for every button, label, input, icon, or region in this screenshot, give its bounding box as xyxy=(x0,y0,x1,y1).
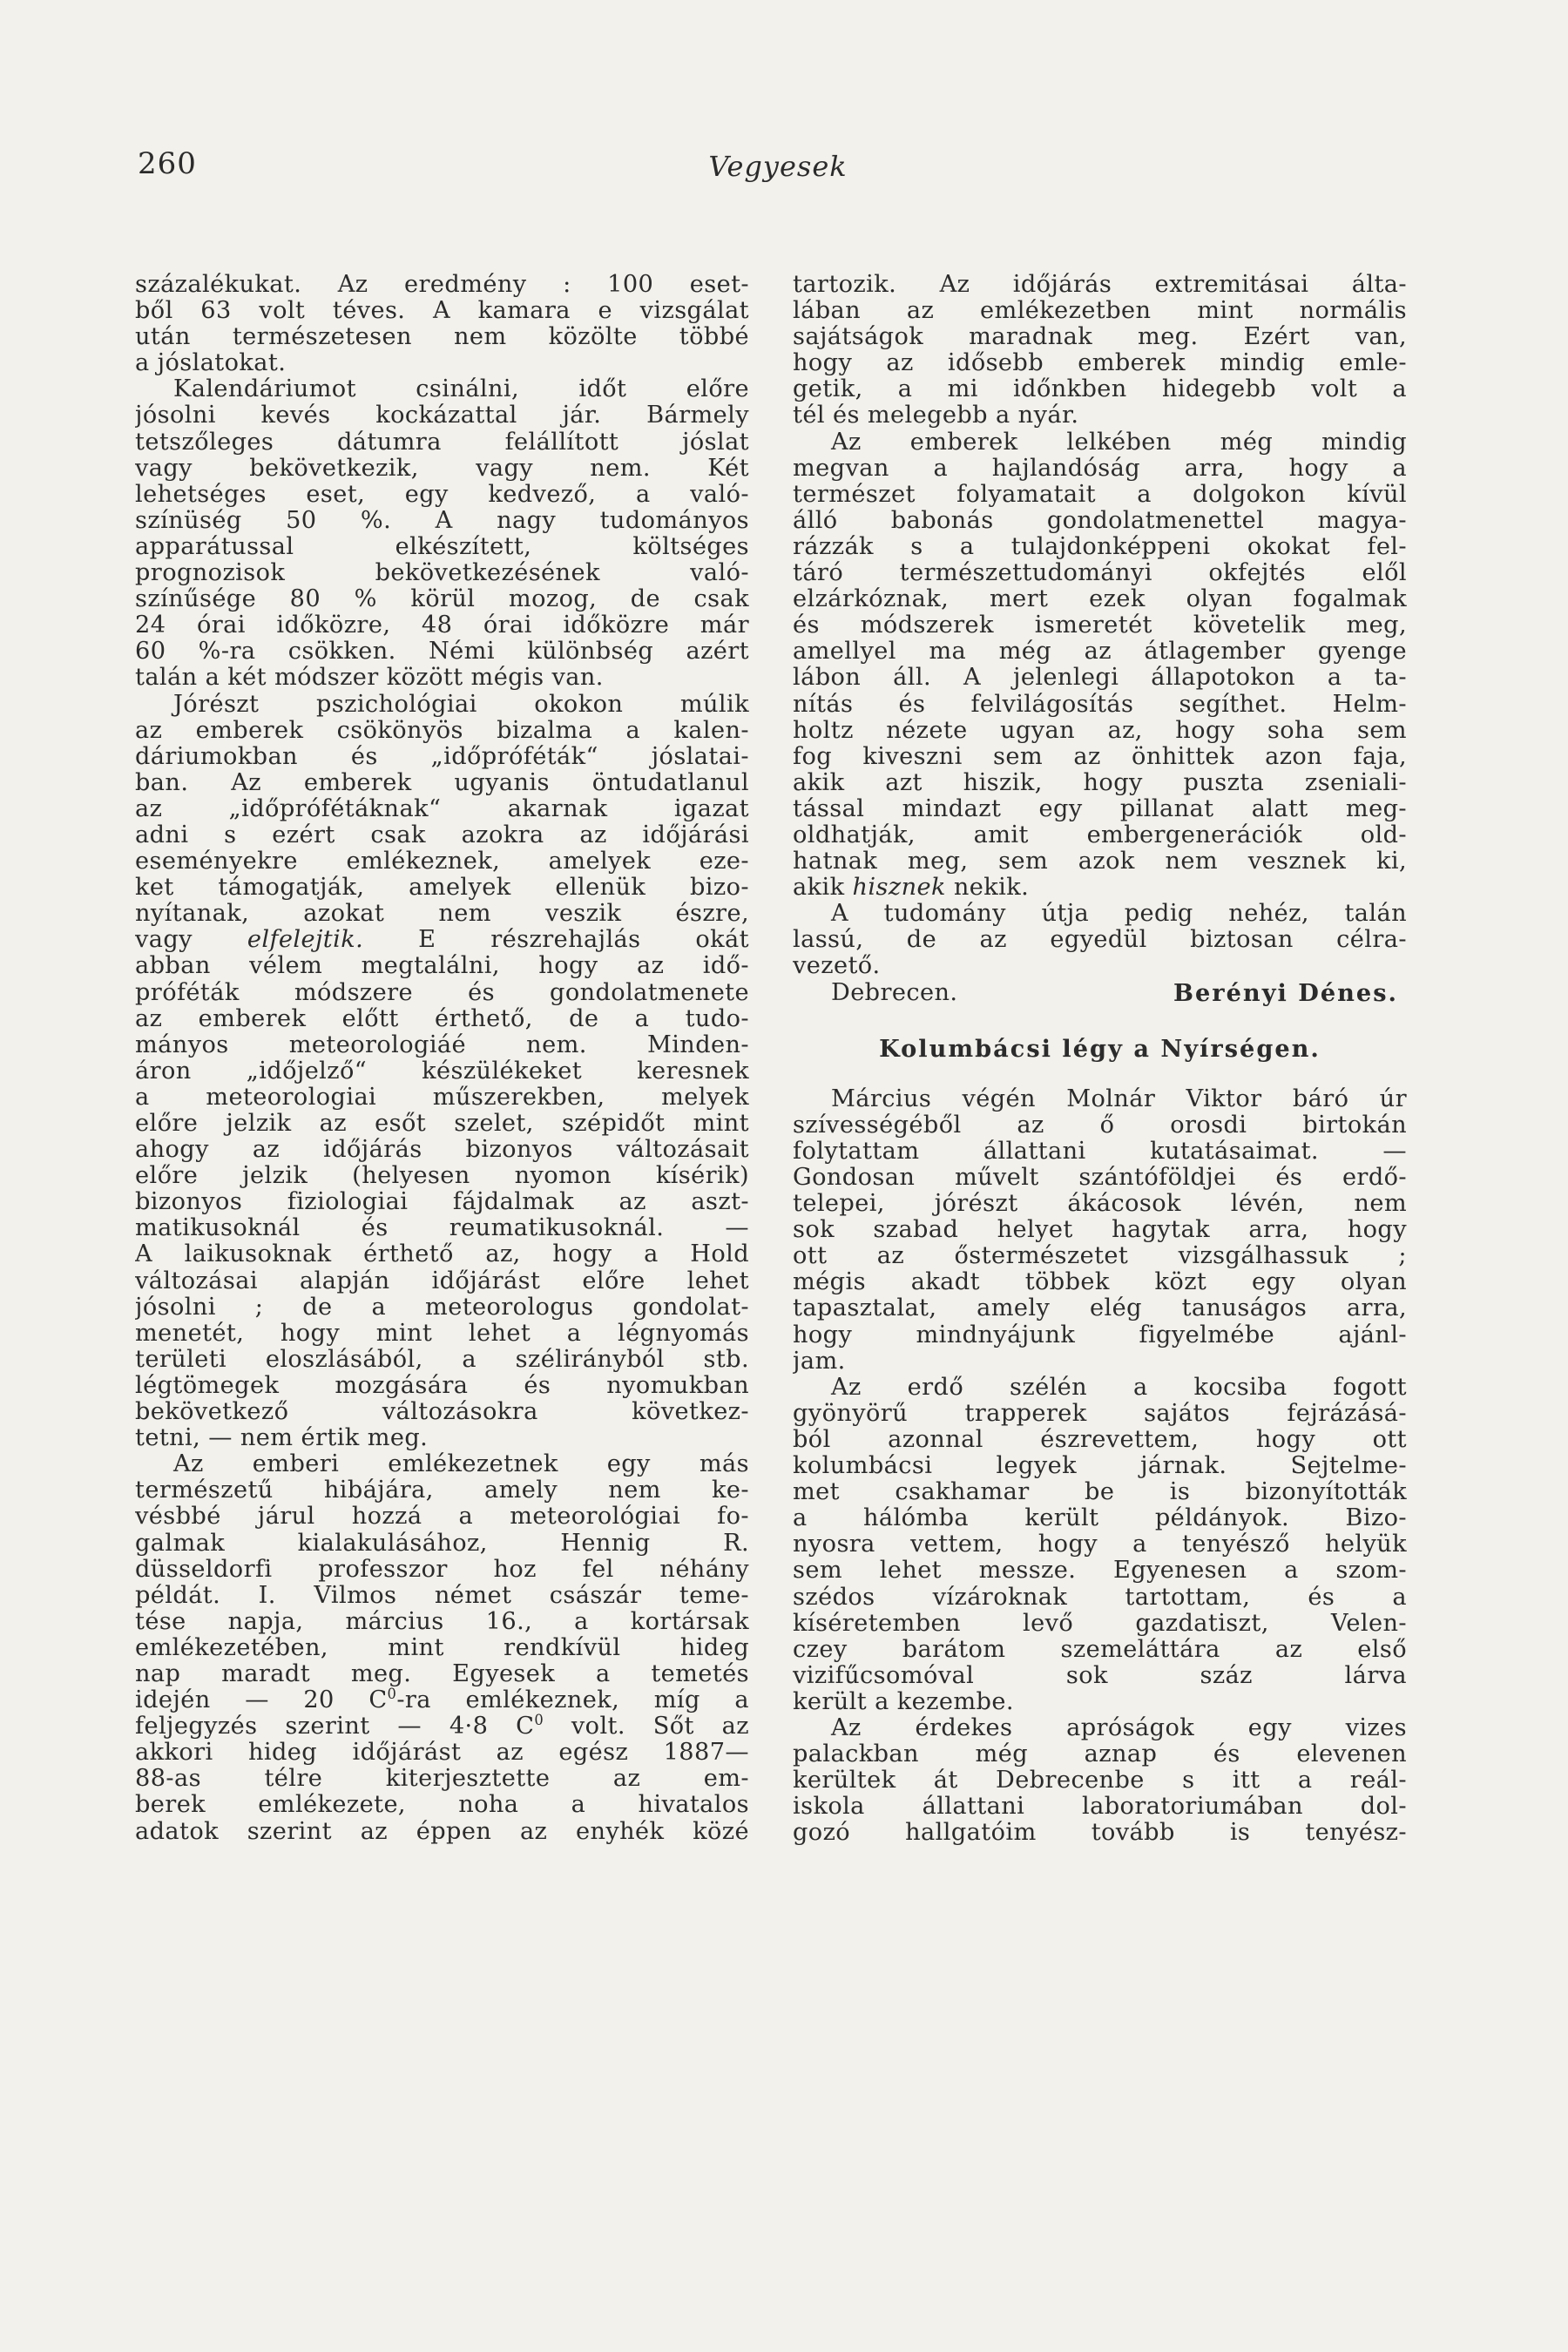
page-number: 260 xyxy=(138,146,197,181)
left-column xyxy=(135,272,749,1845)
text-line: az emberek előtt érthető, de a tudo- xyxy=(135,1005,749,1032)
signature xyxy=(793,980,1407,1006)
text-line: gozó hallgatóim tovább is tenyész- xyxy=(793,1820,1407,1847)
text-line: düsseldorfi professzor hoz fel néhány xyxy=(135,1556,749,1583)
text-line: előre jelzik (helyesen nyomon kísérik) xyxy=(135,1163,749,1190)
text-line: lábon áll. A jelenlegi állapotokon a ta- xyxy=(793,665,1407,692)
text-line: A laikusoknak érthető az, hogy a Hold xyxy=(135,1241,749,1268)
text-line: lában az emlékezetben mint normális xyxy=(793,298,1407,325)
right-column xyxy=(793,272,1407,1846)
text-line: után természetesen nem közölte többé xyxy=(135,324,749,351)
text-line: előre jelzik az esőt szelet, szépidőt mint xyxy=(135,1111,749,1137)
text-line: a jóslatokat. xyxy=(135,350,287,377)
text-line: A tudomány útja pedig nehéz, talán xyxy=(831,901,1407,928)
text-line: vagy bekövetkezik, vagy nem. Két xyxy=(135,455,749,482)
text-line: emlékezetében, mint rendkívül hideg xyxy=(135,1634,749,1661)
text-line: adni s ezért csak azokra az időjárási xyxy=(135,821,749,848)
text-line: változásai alapján időjárást előre lehet xyxy=(135,1267,749,1294)
text-line: jam. xyxy=(793,1348,846,1375)
text-line: ban. Az emberek ugyanis öntudatlanul xyxy=(135,769,749,796)
text-line: tapasztalat, amely elég tanuságos arra, xyxy=(793,1295,1407,1322)
text-line: sok szabad helyet hagytak arra, hogy xyxy=(793,1217,1407,1244)
text-line: ból azonnal észrevettem, hogy ott xyxy=(793,1426,1407,1453)
article-continuation xyxy=(793,272,1407,980)
text-line: jósolni ; de a meteorologus gondolat- xyxy=(135,1294,749,1321)
degree-superscript: 0 xyxy=(534,1713,544,1729)
text-segment: vagy xyxy=(135,927,247,954)
text-segment: feljegyzés szerint — 4·8 C xyxy=(135,1713,535,1740)
text-line: próféták módszere és gondolatmenete xyxy=(135,979,749,1006)
text-line xyxy=(135,927,749,953)
text-segment: E részrehajlás okát xyxy=(363,927,749,954)
text-line: az „időprófétáknak“ akarnak igazat xyxy=(135,795,749,822)
text-line: tetszőleges dátumra felállított jóslat xyxy=(135,429,749,456)
text-line: területi eloszlásából, a szélirányból stb. xyxy=(135,1346,749,1373)
signature-author: Berényi Dénes. xyxy=(1173,978,1398,1007)
text-line: getik, a mi időnkben hidegebb volt a xyxy=(793,376,1407,403)
text-line: czey barátom szemeláttára az első xyxy=(793,1636,1407,1663)
text-line: tetni, — nem értik meg. xyxy=(135,1425,429,1452)
text-line: 24 órai időközre, 48 órai időközre már xyxy=(135,612,749,639)
text-line: álló babonás gondolatmenettel magya- xyxy=(793,507,1407,534)
text-line: vésbbé járul hozzá a meteorológiai fo- xyxy=(135,1504,749,1531)
text-line: Az erdő szélén a kocsiba fogott xyxy=(831,1374,1407,1401)
text-line: menetét, hogy mint lehet a légnyomás xyxy=(135,1320,749,1347)
text-line: ket támogatják, amelyek ellenük bizo- xyxy=(135,875,749,902)
text-line: szívességéből az ő orosdi birtokán xyxy=(793,1112,1407,1139)
text-line: Gondosan művelt szántóföldjei és erdő- xyxy=(793,1165,1407,1191)
text-line: lassú, de az egyedül biztosan célra- xyxy=(793,927,1407,954)
text-line: 60 %-ra csökken. Némi különbség azért xyxy=(135,639,749,666)
text-line: rázzák s a tulajdonképpeni okokat fel- xyxy=(793,533,1407,560)
text-line: folytattam állattani kutatásaimat. — xyxy=(793,1138,1407,1165)
text-line: galmak kialakulásához, Hennig R. xyxy=(135,1530,749,1557)
text-line: szédos vízároknak tartottam, és a xyxy=(793,1584,1407,1611)
text-line: százalékukat. Az eredmény : 100 eset- xyxy=(135,272,749,298)
page-header xyxy=(138,146,1418,190)
text-line: eseményekre emlékeznek, amelyek eze- xyxy=(135,848,749,875)
text-line: jósolni kevés kockázattal jár. Bármely xyxy=(135,402,749,429)
text-line: táró természettudományi okfejtés elől xyxy=(793,560,1407,587)
text-line: nyosra vettem, hogy a tenyésző helyük xyxy=(793,1531,1407,1558)
text-line: kolumbácsi legyek járnak. Sejtelme- xyxy=(793,1453,1407,1480)
text-line: akkori hideg időjárást az egész 1887— xyxy=(135,1740,749,1767)
text-line: adatok szerint az éppen az enyhék közé xyxy=(135,1818,749,1845)
text-line: elzárkóznak, mert ezek olyan fogalmak xyxy=(793,586,1407,613)
text-line: Az érdekes apróságok egy vizes xyxy=(831,1714,1407,1741)
text-line: oldhatják, amit embergenerációk old- xyxy=(793,821,1407,848)
text-line: tése napja, március 16., a kortársak xyxy=(135,1608,749,1635)
text-line: matikusoknál és reumatikusoknál. — xyxy=(135,1215,749,1242)
text-line: tartozik. Az időjárás extremitásai álta- xyxy=(793,272,1407,298)
text-line: prognozisok bekövetkezésének való- xyxy=(135,560,749,587)
text-line: áron „időjelző“ készülékeket keresnek xyxy=(135,1058,749,1085)
text-line: ahogy az időjárás bizonyos változásait xyxy=(135,1137,749,1164)
text-segment: nekik. xyxy=(945,875,1030,902)
text-line: nap maradt meg. Egyesek a temetés xyxy=(135,1660,749,1687)
text-line: palackban még aznap és elevenen xyxy=(793,1741,1407,1768)
section-title: Kolumbácsi légy a Nyírségen. xyxy=(879,1034,1321,1063)
text-line: bizonyos fiziologiai fájdalmak az aszt- xyxy=(135,1189,749,1216)
text-segment: akik xyxy=(793,875,853,902)
text-line: színűsége 80 % körül mozog, de csak xyxy=(135,586,749,613)
text-line: amellyel ma még az átlagember gyenge xyxy=(793,639,1407,666)
text-line: iskola állattani laboratoriumában dol- xyxy=(793,1794,1407,1821)
text-line: Március végén Molnár Viktor báró úr xyxy=(831,1085,1407,1112)
degree-superscript: 0 xyxy=(387,1687,397,1702)
text-line: kerültek át Debrecenbe s itt a reál- xyxy=(793,1767,1407,1794)
text-line: került a kezembe. xyxy=(793,1688,1014,1715)
text-line: ott az őstermészetet vizsgálhassuk ; xyxy=(793,1243,1407,1270)
text-line: természet folyamatait a dolgokon kívül xyxy=(793,481,1407,508)
text-line: berek emlékezete, noha a hivatalos xyxy=(135,1792,749,1819)
text-line: légtömegek mozgására és nyomukban xyxy=(135,1372,749,1399)
text-line: hatnak meg, sem azok nem vesznek ki, xyxy=(793,848,1407,875)
text-line: ből 63 volt téves. A kamara e vizsgálat xyxy=(135,298,749,325)
text-line: Jórészt pszichológiai okokon múlik xyxy=(173,691,749,718)
text-line xyxy=(135,1713,749,1740)
text-line: sajátságok maradnak meg. Ezért van, xyxy=(793,324,1407,351)
text-line: kíséretemben levő gazdatiszt, Velen- xyxy=(793,1610,1407,1637)
text-line: vezető. xyxy=(793,953,881,980)
text-line: Az emberek lelkében még mindig xyxy=(831,429,1407,456)
text-line: példát. I. Vilmos német császár teme- xyxy=(135,1582,749,1609)
italic-text: elfelejtik. xyxy=(247,927,364,954)
text-line: akik azt hiszik, hogy puszta zseniali- xyxy=(793,769,1407,796)
text-line: abban vélem megtalálni, hogy az idő- xyxy=(135,953,749,980)
text-line: lehetséges eset, egy kedvező, a való- xyxy=(135,481,749,508)
text-line: bekövetkező változásokra következ- xyxy=(135,1399,749,1426)
text-line: Az emberi emlékezetnek egy más xyxy=(173,1451,749,1478)
text-line: az emberek csökönyös bizalma a kalen- xyxy=(135,717,749,744)
text-line: apparátussal elkészített, költséges xyxy=(135,533,749,560)
text-line: tél és melegebb a nyár. xyxy=(793,402,1079,429)
text-line: nyítanak, azokat nem veszik észre, xyxy=(135,901,749,928)
text-line: és módszerek ismeretét követelik meg, xyxy=(793,612,1407,639)
text-line: gyönyörű trapperek sajátos fejrázásá- xyxy=(793,1400,1407,1427)
text-line: színüség 50 %. A nagy tudományos xyxy=(135,507,749,534)
italic-text: hisznek xyxy=(852,875,946,902)
text-line: természetű hibájára, amely nem ke- xyxy=(135,1477,749,1504)
text-line: mányos meteorologiáé nem. Minden- xyxy=(135,1031,749,1058)
text-line: Kalendáriumot csinálni, időt előre xyxy=(173,376,749,403)
text-segment: -ra emlékeznek, míg a xyxy=(396,1687,749,1714)
text-line: tással mindazt egy pillanat alatt meg- xyxy=(793,795,1407,822)
text-line: holtz nézete ugyan az, hogy soha sem xyxy=(793,717,1407,744)
text-line: hogy az idősebb emberek mindig emle- xyxy=(793,350,1407,377)
running-head: Vegyesek xyxy=(708,150,848,183)
signature-place: Debrecen. xyxy=(831,978,958,1006)
text-line: a meteorologiai műszerekben, melyek xyxy=(135,1084,749,1111)
text-line: talán a két módszer között mégis van. xyxy=(135,665,604,692)
text-line: met csakhamar be is bizonyították xyxy=(793,1479,1407,1506)
text-line: a hálómba került példányok. Bizo- xyxy=(793,1505,1407,1532)
text-line: mégis akadt többek közt egy olyan xyxy=(793,1269,1407,1296)
text-line: 88-as télre kiterjesztette az em- xyxy=(135,1766,749,1793)
text-line: dáriumokban és „időpróféták“ jóslatai- xyxy=(135,743,749,770)
text-line: megvan a hajlandóság arra, hogy a xyxy=(793,455,1407,482)
new-article-body xyxy=(793,1086,1407,1847)
text-line: telepei, jórészt ákácosok lévén, nem xyxy=(793,1191,1407,1218)
text-line: nítás és felvilágosítás segíthet. Helm- xyxy=(793,691,1407,718)
text-line: vizifűcsomóval sok száz lárva xyxy=(793,1662,1407,1689)
text-line: fog kiveszni sem az önhittek azon faja, xyxy=(793,743,1407,770)
text-line xyxy=(793,875,1407,901)
text-line xyxy=(135,1687,749,1713)
text-segment: volt. Sőt az xyxy=(544,1713,749,1740)
text-line: hogy mindnyájunk figyelmébe ajánl- xyxy=(793,1321,1407,1348)
text-segment: idején — 20 C xyxy=(135,1687,388,1714)
text-line: sem lehet messze. Egyenesen a szom- xyxy=(793,1558,1407,1585)
